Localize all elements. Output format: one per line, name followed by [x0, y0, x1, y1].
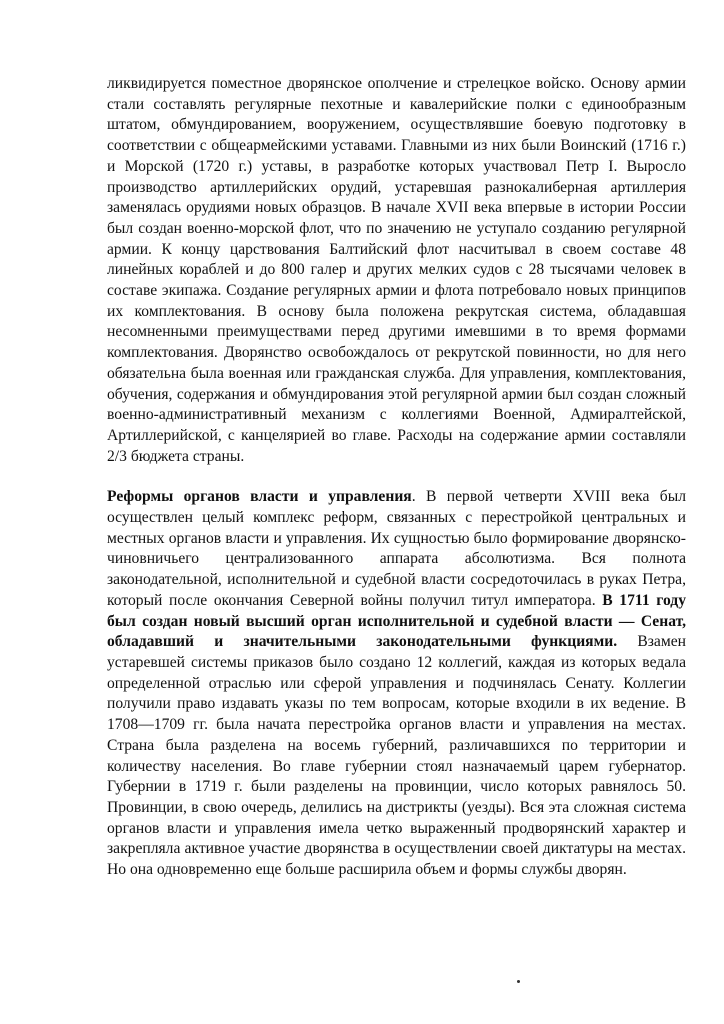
senate-statement: В 1711 году был создан новый высший орган исполнительной и судебной власти — Сенат, обладавший и значительными законодательными функциями. [107, 591, 686, 651]
section-heading: Реформы органов власти и управления [107, 488, 412, 506]
paragraph-text-continued: Взамен устаревшей системы приказов было создано 12 коллегий, каждая из которых ведала определенной отраслью или сферой управления и подчинялась Сенату. Коллегии получили право издавать указы по тем вопросам, которые входили в их ведение. В 1708—1709 гг. была начата перестройка органов власти и управления на местах. Страна была разделена на восемь губерний, различавшихся по территории и количеству населения. Во главе губернии стоял назначаемый царем губернатор. Губернии в 1719 г. были разделены на провинции, число которых равнялось 50. Провинции, в свою очередь, делились на дистрикты (уезды). Вся эта сложная система органов власти и управления имела четко выраженный продворянский характер и закрепляла активное участие дворянства в осуществлении своей диктатуры на местах. Но она одновременно еще больше расширила объем и формы службы дворян. [107, 633, 686, 879]
paragraph-government-reform [107, 487, 686, 880]
paragraph-army-reform: ликвидируется поместное дворянское ополчение и стрелецкое войско. Основу армии стали составлять регулярные пехотные и кавалерийские полки с единообразным штатом, обмундированием, вооружением, осуществлявшие боевую подготовку в соответствии с общеармейскими уставами. Главными из них были Воинский (1716 г.) и Морской (1720 г.) уставы, в разработке которых участвовал Петр I. Выросло производство артиллерийских орудий, устаревшая разнокалиберная артиллерия заменялась орудиями новых образцов. В начале XVII века впервые в истории России был создан военно-морской флот, что по значению не уступало созданию регулярной армии. К концу царствования Балтийский флот насчитывал в своем составе 48 линейных кораблей и до 800 галер и других мелких судов с 28 тысячами человек в составе экипажа. Создание регулярных армии и флота потребовало новых принципов их комплектования. В основу была положена рекрутская система, обладавшая несомненными преимуществами перед другими имевшими в то время формами комплектования. Дворянство освобождалось от рекрутской повинности, но для него обязательна была военная или гражданская служба. Для управления, комплектования, обучения, содержания и обмундирования этой регулярной армии был создан сложный военно-административный механизм с коллегиями Военной, Адмиралтейской, Артиллерийской, с канцелярией во главе. Расходы на содержание армии составляли 2/3 бюджета страны. [107, 75, 686, 465]
scan-speck [517, 980, 520, 983]
paragraph-text: . В первой четверти XVIII века был осуществлен целый комплекс реформ, связанных с перестройкой центральных и местных органов власти и управления. Их сущностью было формирование дворянско-чиновничьего централизованного аппарата абсолютизма. Вся полнота законодательной, исполнительной и судебной власти сосредоточилась в руках Петра, который после окончания Северной войны получил титул императора. [107, 488, 686, 609]
